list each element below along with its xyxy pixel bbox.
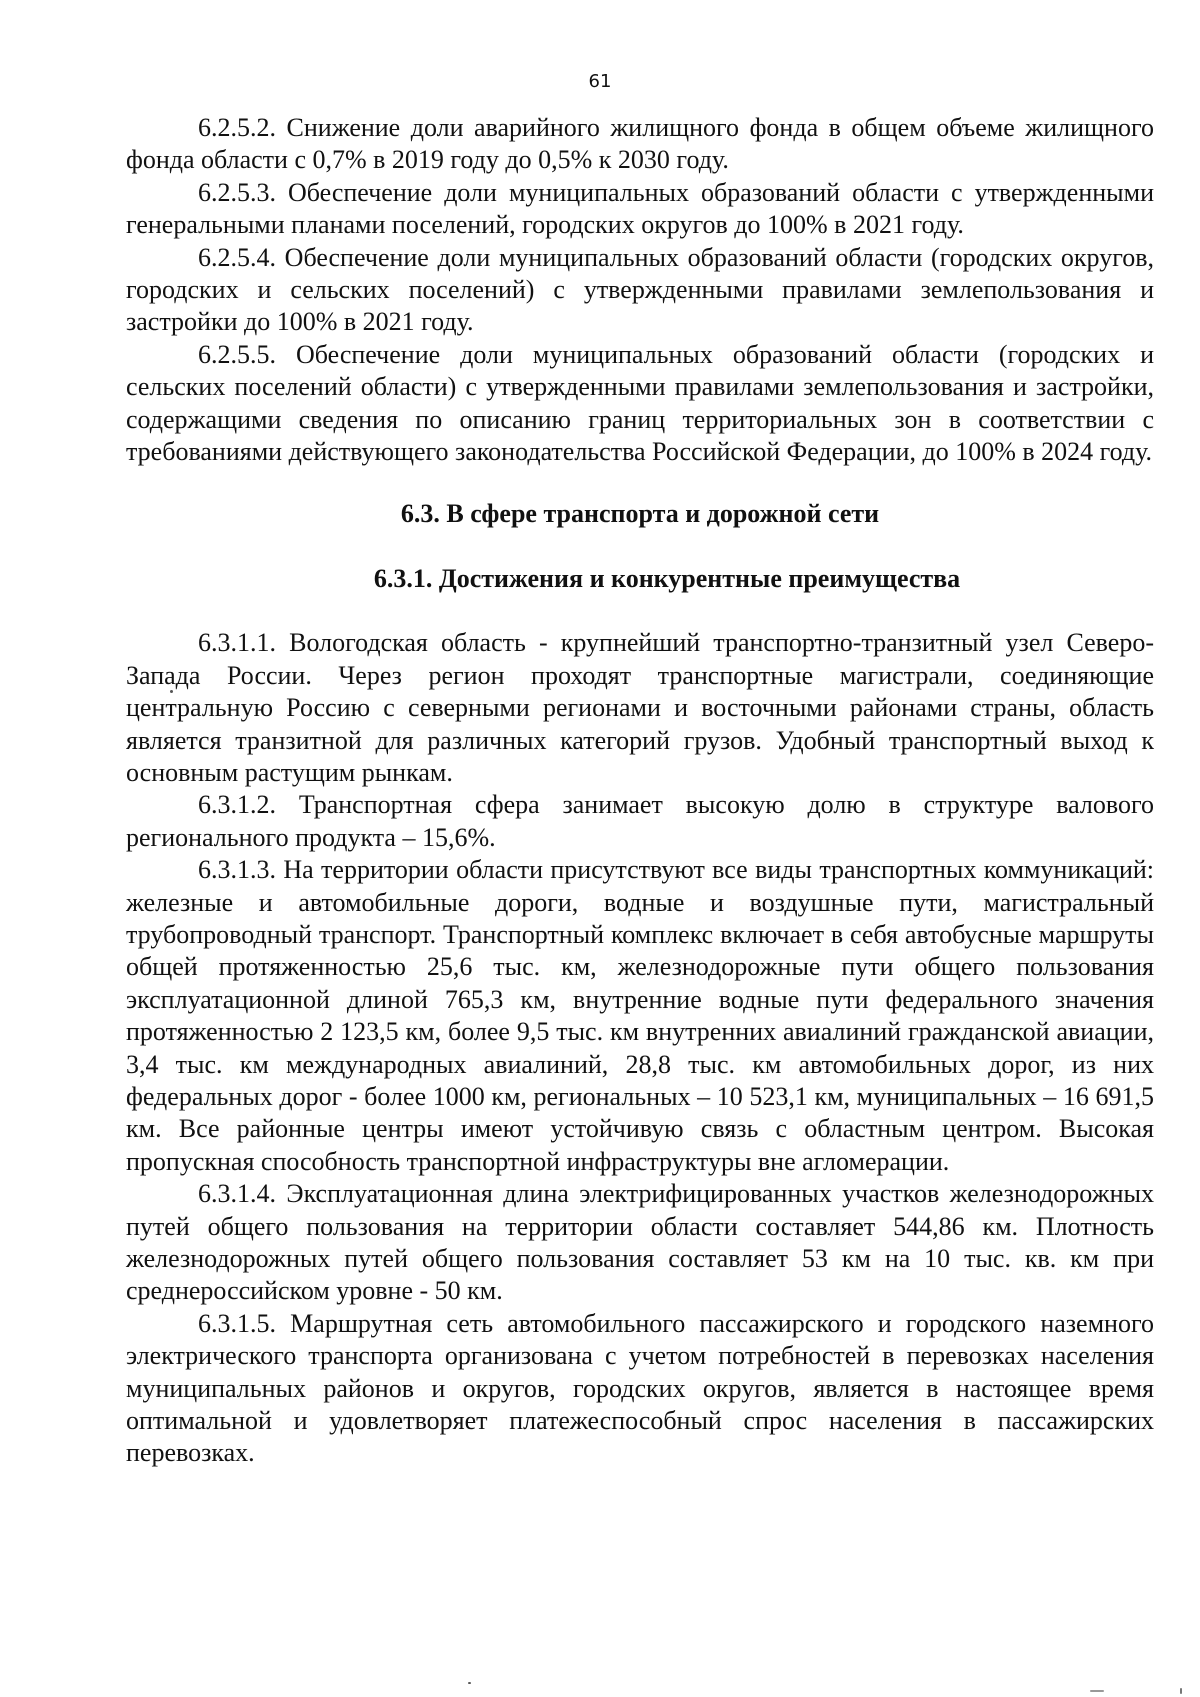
- paragraph-6-2-5-4: 6.2.5.4. Обеспечение доли муниципальных образований области (городских округов, городских и сельских поселений) с утвержденными правилами землепользования и застройки до 100% в 2021 году.: [126, 242, 1154, 337]
- paragraph-6-2-5-3: 6.2.5.3. Обеспечение доли муниципальных образований области с утвержденными генеральными планами поселений, городских округов до 100% в 2021 году.: [126, 177, 1154, 240]
- scan-speck: [1090, 1690, 1104, 1692]
- document-body: [126, 112, 1154, 1470]
- paragraph-6-3-1-4: 6.3.1.4. Эксплуатационная длина электрифицированных участков железнодорожных путей общего пользования на территории области составляет 544,86 км. Плотность железнодорожных путей общего пользования составляет 53 км на 10 тыс. кв. км при среднероссийском уровне - 50 км.: [126, 1179, 1154, 1306]
- scan-speck: [1180, 1688, 1182, 1694]
- scan-speck: [170, 690, 173, 693]
- paragraph-6-2-5-2: 6.2.5.2. Снижение доли аварийного жилищного фонда в общем объеме жилищного фонда области с 0,7% в 2019 году до 0,5% к 2030 году.: [126, 113, 1154, 175]
- section-heading: 6.3. В сфере транспорта и дорожной сети: [400, 499, 880, 529]
- paragraph-6-3-1-2: 6.3.1.2. Транспортная сфера занимает высокую долю в структуре валового регионального продукта – 15,6%.: [126, 790, 1154, 852]
- scan-speck: [468, 1682, 471, 1684]
- paragraph-6-2-5-5: 6.2.5.5. Обеспечение доли муниципальных образований области (городских и сельских поселений области) с утвержденными правилами землепользования и застройки, содержащими сведения по описанию границ территориальных зон в соответствии с требованиями действующего законодательства Российской Федерации, до 100% в 2024 году.: [126, 339, 1154, 467]
- paragraph-6-3-1-3: 6.3.1.3. На территории области присутствуют все виды транспортных коммуникаций: железные и автомобильные дороги, водные и воздушные пути, магистральный трубопроводный транспорт. Транспортный комплекс включает в себя автобусные маршруты общей протяженностью 25,6 тыс. км, железнодорожные пути общего пользования эксплуатационной длиной 765,3 км, внутренние водные пути федерального значения протяженностью 2 123,5 км, более 9,5 тыс. км внутренних авиалиний гражданской авиации, 3,4 тыс. км международных авиалиний, 28,8 тыс. км автомобильных дорог, из них федеральных дорог - более 1000 км, региональных – 10 523,1 км, муниципальных – 16 691,5 км. Все районные центры имеют устойчивую связь с областным центром. Высокая пропускная способность транспортной инфраструктуры вне агломерации.: [126, 855, 1154, 1176]
- paragraph-6-3-1-5: 6.3.1.5. Маршрутная сеть автомобильного пассажирского и городского наземного электрического транспорта организована с учетом потребностей в перевозках населения муниципальных районов и округов, городских округов, является в настоящее время оптимальной и удовлетворяет платежеспособный спрос населения в пассажирских перевозках.: [126, 1308, 1154, 1468]
- paragraph-6-3-1-1: 6.3.1.1. Вологодская область - крупнейший транспортно-транзитный узел Северо-Запада России. Через регион проходят транспортные магистрали, соединяющие центральную Россию с северными регионами и восточными районами страны, область является транзитной для различных категорий грузов. Удобный транспортный выход к основным растущим рынкам.: [126, 628, 1154, 787]
- page-number: 61: [588, 71, 612, 92]
- subsection-heading: 6.3.1. Достижения и конкурентные преимущества: [373, 563, 961, 593]
